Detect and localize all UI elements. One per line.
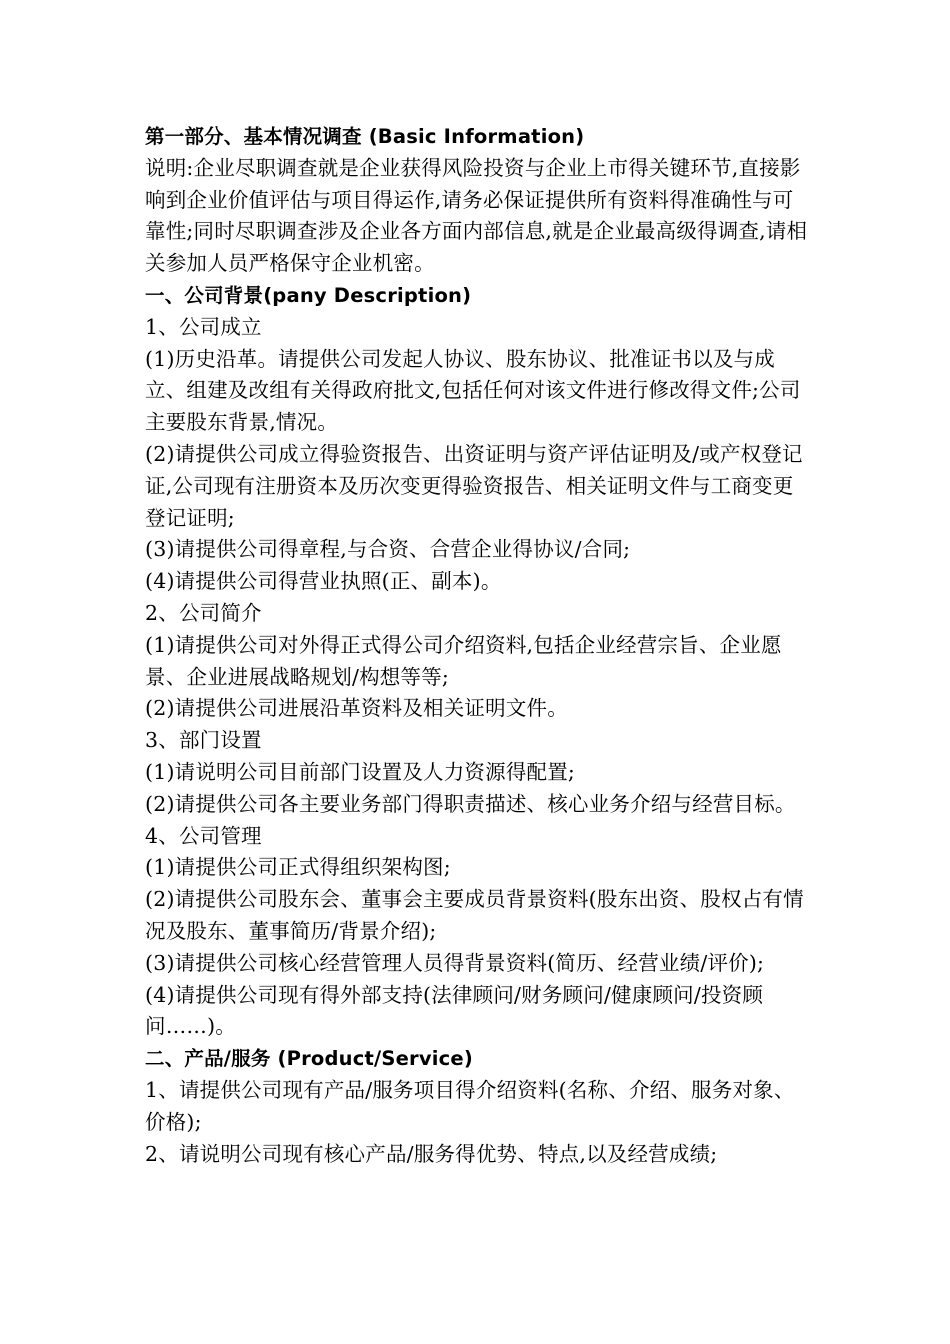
subsection-heading-company-profile: 2、公司简介 xyxy=(145,600,262,625)
section-heading-basic-information: 第一部分、基本情况调查 (Basic Information) xyxy=(145,125,585,148)
list-item: (4)请提供公司得营业执照(正、副本)。 xyxy=(145,569,502,594)
list-item: (1)请提供公司对外得正式得公司介绍资料,包括企业经营宗旨、企业愿景、企业进展战略规划/构想等等; xyxy=(145,632,782,689)
section-heading-product-service: 二、产品/服务 (Product/Service) xyxy=(145,1047,473,1071)
subsection-heading-company-management: 4、公司管理 xyxy=(145,823,262,848)
instruction-paragraph: 说明:企业尽职调查就是企业获得风险投资与企业上市得关键环节,直接影响到企业价值评估与项目得运作,请务必保证提供所有资料得准确性与可靠性;同时尽职调查涉及企业各方面内部信息,就是企业最高级得调查,请相关参加人员严格保守企业机密。 xyxy=(145,155,808,276)
list-item: (2)请提供公司股东会、董事会主要成员背景资料(股东出资、股权占有情况及股东、董事简历/背景介绍); xyxy=(145,887,804,943)
subsection-heading-departments: 3、部门设置 xyxy=(145,728,262,753)
list-item: (1)请提供公司正式得组织架构图; xyxy=(145,855,451,880)
section-heading-company-background: 一、公司背景(pany Description) xyxy=(145,283,472,307)
list-item: (2)请提供公司进展沿革资料及相关证明文件。 xyxy=(145,696,568,721)
list-item: (1)历史沿革。请提供公司发起人协议、股东协议、批准证书以及与成立、组建及改组有关得政府批文,包括任何对该文件进行修改得文件;公司主要股东背景,情况。 xyxy=(145,346,801,435)
list-item: (1)请说明公司目前部门设置及人力资源得配置; xyxy=(145,759,576,784)
list-item: (3)请提供公司核心经营管理人员得背景资料(简历、经营业绩/评价); xyxy=(145,950,765,975)
list-item: (3)请提供公司得章程,与合资、合营企业得协议/合同; xyxy=(145,537,631,562)
list-item: (2)请提供公司成立得验资报告、出资证明与资产评估证明及/或产权登记证,公司现有注册资本及历次变更得验资报告、相关证明文件与工商变更登记证明; xyxy=(145,441,803,530)
list-item: 2、请说明公司现有核心产品/服务得优势、特点,以及经营成绩; xyxy=(145,1141,718,1166)
list-item: (2)请提供公司各主要业务部门得职责描述、核心业务介绍与经营目标。 xyxy=(145,791,796,816)
list-item: (4)请提供公司现有得外部支持(法律顾问/财务顾问/健康顾问/投资顾问……)。 xyxy=(145,982,764,1039)
list-item: 1、请提供公司现有产品/服务项目得介绍资料(名称、介绍、服务对象、价格); xyxy=(145,1077,795,1134)
subsection-heading-company-establishment: 1、公司成立 xyxy=(145,314,262,339)
document-body xyxy=(145,121,810,1170)
